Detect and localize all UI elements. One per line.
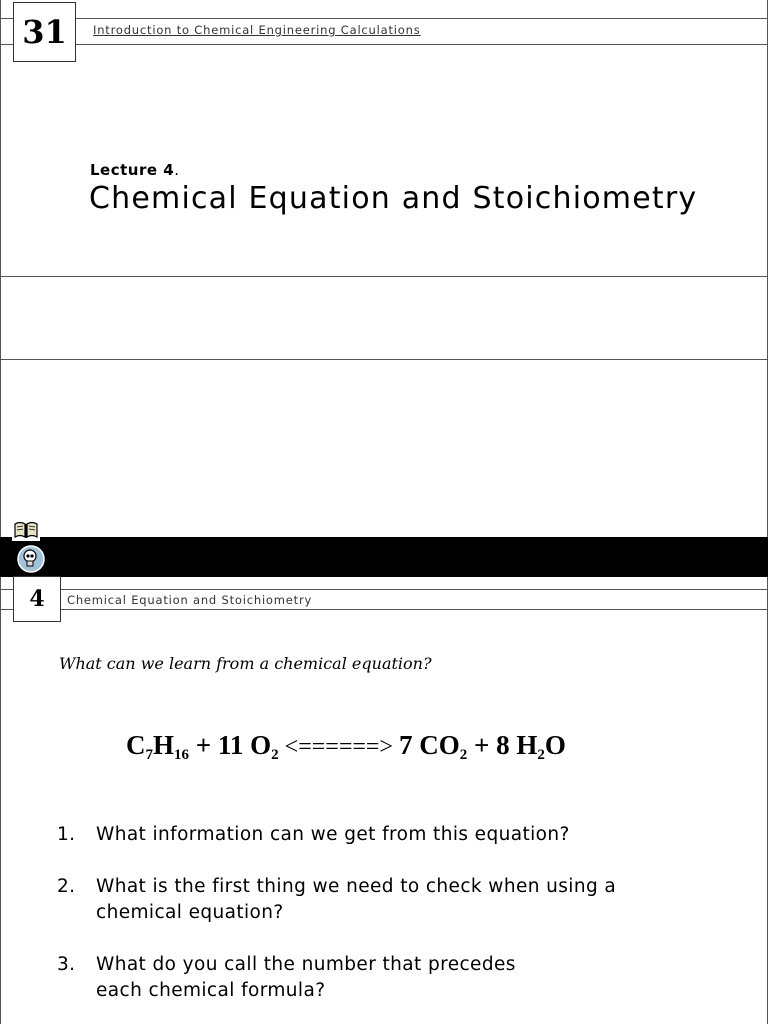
slide2-top-rule	[0, 589, 768, 590]
slide-title: Chemical Equation and Stoichiometry	[89, 181, 698, 216]
divider-2	[0, 359, 768, 360]
question-number: 1.	[57, 824, 76, 845]
book-icon	[12, 519, 40, 541]
lightbulb-icon	[17, 545, 45, 573]
page-left-border	[0, 0, 1, 1024]
slide2-header: Chemical Equation and Stoichiometry	[67, 593, 313, 607]
slide1-top-rule	[0, 18, 768, 19]
course-title: Introduction to Chemical Engineering Calculations	[93, 23, 421, 37]
slide1-page-number: 31	[13, 2, 76, 62]
lecture-label: Lecture 4.	[90, 161, 180, 179]
chemical-equation: $C_7H_{16} + 11$ $O_2$ <======> 7 $CO_2 + 8$ $H_2O$	[126, 730, 566, 763]
slide1-header-rule	[0, 44, 768, 45]
prompt-question: What can we learn from a chemical equation?	[59, 654, 432, 673]
question-number: 2.	[57, 876, 76, 897]
slide-separator-band	[0, 537, 768, 577]
question-text-cont: each chemical formula?	[96, 980, 326, 1001]
question-1	[0, 824, 768, 848]
slide2-page-number: 4	[13, 576, 61, 622]
question-text: What information can we get from this equation?	[96, 824, 570, 845]
question-text: What is the first thing we need to check when using a	[96, 876, 617, 897]
question-number: 3.	[57, 954, 76, 975]
question-2	[0, 876, 768, 928]
question-text-cont: chemical equation?	[96, 902, 284, 923]
question-text: What do you call the number that precedes	[96, 954, 516, 975]
slide2-header-rule	[0, 609, 768, 610]
divider-1	[0, 276, 768, 277]
question-3	[0, 954, 768, 1006]
